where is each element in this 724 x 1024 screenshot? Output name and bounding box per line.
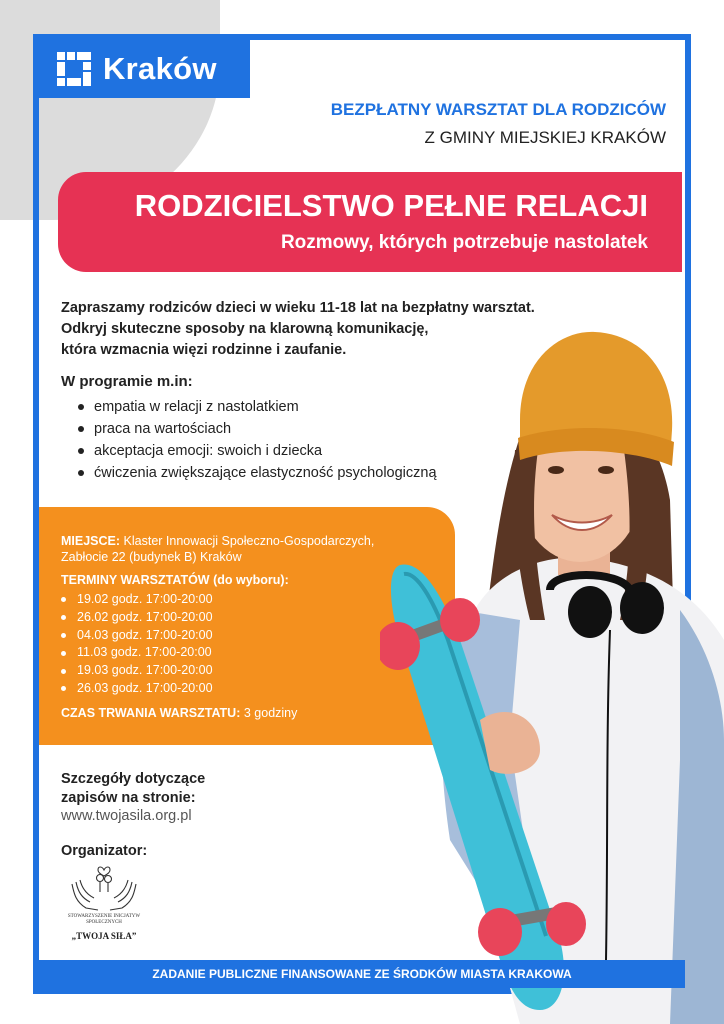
intro-line: Odkryj skuteczne sposoby na klarowną komunikację, — [61, 321, 429, 337]
terms-list — [61, 591, 213, 698]
list-item: 11.03 godz. 17:00-20:00 — [61, 644, 213, 662]
krakow-logo-icon — [57, 52, 91, 86]
organizer-title: Organizator: — [61, 843, 148, 859]
program-title: W programie m.in: — [61, 373, 193, 390]
bullet-icon — [61, 597, 66, 602]
list-item: 26.03 godz. 17:00-20:00 — [61, 680, 213, 698]
teen-with-skateboard-photo — [380, 320, 724, 1024]
list-item: 19.03 godz. 17:00-20:00 — [61, 662, 213, 680]
header-line-1: BEZPŁATNY WARSZTAT DLA RODZICÓW — [330, 100, 666, 119]
footer-banner: ZADANIE PUBLICZNE FINANSOWANE ZE ŚRODKÓW MIASTA KRAKOWA — [39, 960, 685, 988]
duration-info — [61, 706, 297, 720]
bullet-icon — [78, 404, 84, 410]
header-line-2: Z GMINY MIEJSKIEJ KRAKÓW — [424, 128, 666, 147]
list-item: empatia w relacji z nastolatkiem — [78, 396, 437, 418]
details-line: Szczegóły dotyczące — [61, 771, 206, 787]
intro-line: która wzmacnia więzi rodzinne i zaufanie. — [61, 342, 347, 358]
krakow-logo — [39, 40, 250, 98]
list-item: 04.03 godz. 17:00-20:00 — [61, 627, 213, 645]
page-subtitle: Rozmowy, których potrzebuje nastolatek — [280, 232, 648, 253]
list-item: 19.02 godz. 17:00-20:00 — [61, 591, 213, 609]
brand-name: Kraków — [103, 51, 217, 86]
terms-label: TERMINY WARSZTATÓW (do wyboru): — [61, 573, 289, 587]
bullet-icon — [61, 615, 66, 620]
bullet-icon — [61, 686, 66, 691]
bullet-icon — [61, 669, 66, 674]
details-text — [61, 770, 205, 808]
organizer-name: „TWOJA SIŁA” — [71, 931, 137, 941]
bullet-icon — [61, 633, 66, 638]
website-link[interactable]: www.twojasila.org.pl — [61, 808, 192, 824]
bullet-icon — [61, 651, 66, 656]
place-value-2: Zabłocie 22 (budynek B) Kraków — [61, 550, 242, 564]
duration-value: 3 godziny — [243, 706, 298, 720]
bullet-icon — [78, 470, 84, 476]
title-banner — [58, 172, 682, 272]
list-item: 26.02 godz. 17:00-20:00 — [61, 609, 213, 627]
details-line: zapisów na stronie: — [61, 790, 196, 806]
page-title: RODZICIELSTWO PEŁNE RELACJI — [134, 188, 648, 223]
organizer-name-small: STOWARZYSZENIE INICJATYW SPOŁECZNYCH — [67, 914, 141, 925]
intro-line: Zapraszamy rodziców dzieci w wieku 11-18 lat na bezpłatny warsztat. — [61, 300, 535, 316]
bullet-icon — [78, 426, 84, 432]
place-value: Klaster Innowacji Społeczno-Gospodarczych, — [123, 534, 375, 548]
duration-label: CZAS TRWANIA WARSZTATU: — [61, 706, 241, 720]
bullet-icon — [78, 448, 84, 454]
list-item: ćwiczenia zwiększające elastyczność psychologiczną — [78, 462, 437, 484]
list-item: praca na wartościach — [78, 418, 437, 440]
place-label: MIEJSCE: — [61, 534, 121, 548]
list-item: akceptacja emocji: swoich i dziecka — [78, 440, 437, 462]
